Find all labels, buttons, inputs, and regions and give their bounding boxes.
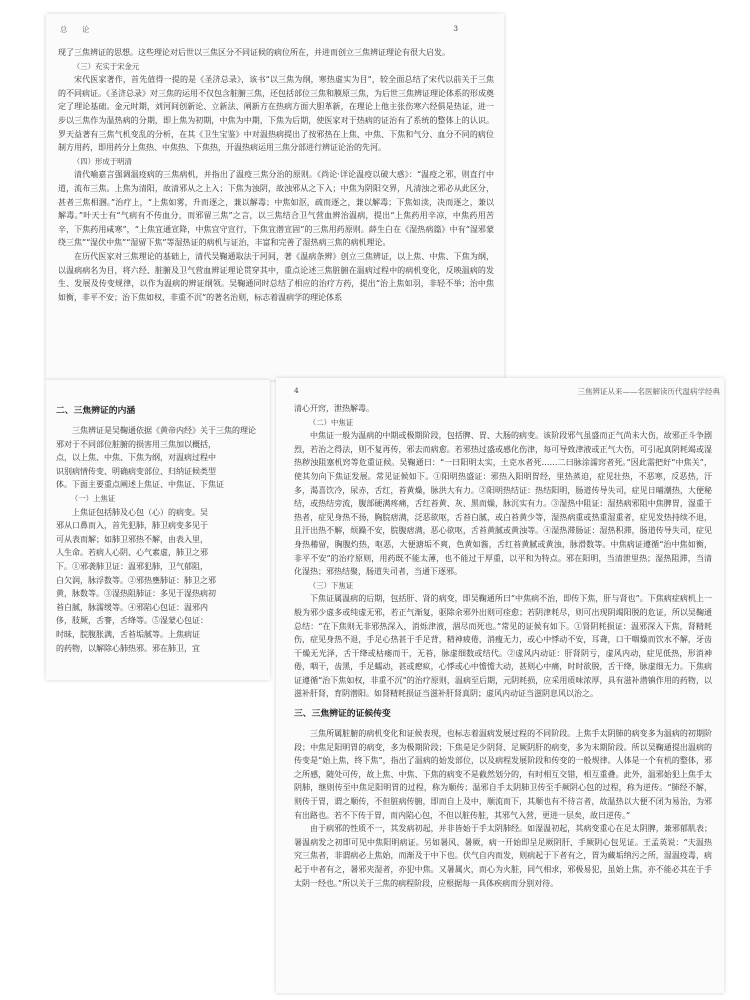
page-3: [46, 14, 504, 380]
page-4: [276, 378, 724, 993]
page-number: 3: [453, 24, 458, 33]
paragraph: 三焦所属脏腑的病机变化和证候表现，也标志着温病发展过程的不同阶段。上焦手太阴肺的病变多为温病的初期阶段；中焦足阳明胃的病变，多为极期阶段；下焦是足少阴肾、足厥阴肝的病变，多为末期阶段。所以吴鞠通提出温病的传变是“始上焦，终下焦”，指出了温病的始发部位，以及病程发展阶段和传变的一般规律。人体是一个有机的整体，邪之所感，随处可传，故上焦、中焦、下焦的病变不是截然划分的，有时相互交错，相互重叠。此外，温邪始犯上焦手太阴肺，继则传至中焦足阳明胃的过程，称为顺传；温邪自手太阴肺卫传至手厥阴心包的过程，称为逆传。“肺经不解，则传于胃，谓之顺传，不但脏病传腑，即而自上及中，顺流而下，其顺也有不待言者，故温热以大便不闭为易治，为邪有出路也。若不下传于胃，而内陷心包，不但以脏传脏，其邪气入营，更进一层矣，故曰逆传。”: [294, 729, 712, 820]
paragraph-line: 侈，肢厥，舌謇，舌绛等。⑤湿蒙心包证：: [56, 616, 208, 626]
section-title: 二、三焦辨证的内涵: [56, 406, 136, 416]
paragraph: 由于病邪的性质不一，其发病初起，并非皆始于手太阴肺经。如湿温初起，其病变重心在足太阴脾，兼邪郁肌表；暑温病发之初即可见中焦阳明病证。另如暑风、暑厥，病一开始即呈足厥阴肝、手厥阴心包见证。王孟英说：“夫温热究三焦者，非谓病必上焦始，而渐及于中下也。伏气自内而发，则病起于下者有之，胃为藏垢纳污之所，湿温疫毒，病起于中者有之，暑邪夹湿者，亦犯中焦。又暑属火，而心为火脏，同气相求，邪极易犯，虽始上焦，亦不能必其在于手太阴一经也。”所以关于三焦的病程阶段，应根据每一具体疾病而分别对待。: [294, 824, 712, 888]
sub-heading: （一）上焦证: [70, 493, 116, 503]
paragraph: 宋代医家著作，首先值得一提的是《圣济总录》，该书“以三焦为纲，寒热虚实为目”，较全面总结了宋代以前关于三焦的不同病证。《圣济总录》对三焦的运用不仅包含脏腑三焦，还包括部位三焦和膜原三焦，为后世三焦辨证理论体系的形成奠定了理论基础。金元时期，刘河间创新论、立新法、阐新方在热病方面大胆革新，在理论上他主张伤寒六经俱是热证，进一步以三焦作为温热病的分期，即上焦为初期，中焦为中期，下焦为后期，使医家对于热病的证治有了系统的整体上的认识。罗天益著有三焦气机变乱的分析，在其《卫生宝鉴》中对温热病提出了按邪热在上焦、中焦、下焦和气分、血分不同的病位制方用药，即用药分上焦热、中焦热、下焦热，开温热病运用三焦分部进行辨证论治的先河。: [58, 75, 494, 153]
paragraph: 现了三焦辨证的思想。这些理论对后世以三焦区分不同证候的病位所在，并进而创立三焦辨证理论有很大启发。: [58, 48, 450, 57]
sub-heading: （三）下焦证: [308, 580, 354, 590]
paragraph: 在历代医家对三焦理论的基础上，清代吴鞠通取法于河间，著《温病条辨》创立三焦辨证，以上焦、中焦、下焦为纲，以温病病名为目，将六经、脏腑及卫气营血辨证理论贯穿其中，重点论述三焦脏腑在温病过程中的病机变化，反映温病的发生、发展及传变规律，以作为温病的辨证纲领。吴鞠通同时总结了相应的治疗方药，提出“治上焦如羽，非轻不举；治中焦如衡，非平不安；治下焦如权，非重不沉”的著名治则，标志着温病学的理论体系: [58, 251, 494, 302]
page-3-continued: [46, 380, 270, 680]
paragraph-line: 上焦证包括肺及心包（心）的病变。吴: [72, 507, 208, 517]
paragraph-line: 可从表而解；如肺卫邪热不解，由表入里，: [56, 534, 208, 544]
paragraph-line: 识别病情传变、明确病变部位、归纳证候类型: [56, 466, 216, 476]
page-number: 4: [294, 386, 299, 395]
paragraph-line: 点，以上焦、中焦、下焦为纲，对温病过程中: [56, 453, 216, 463]
paragraph-line: 体。下面主要重点阐述上焦证、中焦证、下焦证: [56, 480, 224, 490]
sub-heading: （四）形成于明清: [72, 156, 132, 166]
paragraph-line: 苔白腻，脉濡缓等。④邪陷心包证：温邪内: [56, 602, 208, 612]
paragraph: 清代喻嘉言强调温疫病的三焦病机，并指出了温疫三焦分治的原则。《尚论·详论温疫以破大惑》：“温疫之邪，则直行中道，流布三焦。上焦为清阳，故清邪从之上入；下焦为浊阴，故浊邪从之下入；中焦为阴阳交界，凡清浊之邪必从此区分，甚者三焦相溷。”治疗上，“上焦如雾，升而逐之，兼以解毒；中焦如沤，疏而逐之，兼以解毒；下焦如渎，决而逐之，兼以解毒。”叶天士有“气病有不传血分，而邪留三焦”之言，以三焦结合卫气营血辨治温病，提出“上焦药用辛凉，中焦药用苦辛，下焦药用咸寒”，“上焦宜通宣降，中焦宜守宣行，下焦宜潜宣固”的三焦用药原则。薛生白在《湿热病篇》中有“湿邪蒙绕三焦”“湿伏中焦”“湿留下焦”等湿热证的病机与证治，丰富和完善了湿热病三焦的病机理论。: [58, 170, 494, 248]
paragraph-line: 邪从口鼻而入，首先犯肺，肺卫病变多见于: [56, 521, 208, 531]
page-3-body: [58, 46, 494, 304]
running-header: 总 论: [60, 25, 96, 34]
paragraph-line: 的药物，以解除心肺热邪。邪在肺卫，宜: [56, 643, 200, 653]
section-title: 三、三焦辨证的证候传变: [294, 709, 391, 720]
running-title: 三焦辨证从来——名医解读历代温病学经典: [577, 387, 720, 396]
sub-heading: （二）中焦证: [308, 417, 354, 427]
paragraph: 中焦证一般为温病的中期或极期阶段，包括脾、胃、大肠的病变。该阶段邪气虽盛而正气尚未大伤，故邪正斗争剧烈，若治之得法，则不复再传，邪去而病愈。若邪热过盛或感化伤津，每可导致津液或正气大伤，可引起真阴耗竭或湿热秽浊阻塞机窍等危重证候。吴鞠通曰：“一曰阳明太实，土克水者死……二曰脉涂濡窍者死。”因此需把好“中焦关”，使其勿向下焦证发展。常见证候如下。①阳明热盛证：邪热入阳明胃经，里热蒸迫，症见壮热，不恶寒，反恶热，汗多，渴喜饮冷，尿赤，舌红，苔黄燥，脉洪大有力。②阳明热结证：热结阳明，肠道传导失司，症见日晡潮热，大便秘结，或热结旁流，腹部硬满疼痛，舌红苔黄、灰、黑而燥，脉沉实有力。③湿热中阻证：湿热病邪阻中焦脾胃，湿重于热者，症见身热不扬，胸脘痞满，泛恶欲呕，舌苔白腻，或白苔黄少等，湿热病重或热重湿重者，症见发热持续不退，且汗出热不解，烦躁不安，脘腹痞满，恶心欲呕，舌苔黄腻或黄浊等。④湿热滞肠证：湿热积滞，肠道传导失司，症见身热稽留，胸腹灼热，呕恶，大便溏垢不爽，色黄如酱，舌红苔黄腻或黄浊，脉滑数等。中焦病证遵循“治中焦如衡，非平不安”的治疗原则，用药既不能太薄，也不能过于厚重，以平和为特点。邪在阳明，当清泄里热；湿热阻滞，当清化湿热；邪热结聚，肠道失司者，当通下逐邪。: [294, 431, 712, 577]
paragraph: 清心开窍，泄热解毒。: [294, 404, 374, 413]
paragraph-line: 时昧，脘腹胀满，舌苔垢腻等。上焦病证: [56, 629, 200, 639]
paragraph-line: 白欠润，脉浮数等。②邪热壅肺证：肺卫之邪: [56, 575, 216, 585]
paragraph-line: 人生命。若病人心阴、心气素虚，肺卫之邪: [56, 548, 208, 558]
sub-heading: （三）充实于宋金元: [72, 61, 140, 71]
paragraph-line: 三焦辨证是吴鞠通依据《黄帝内经》关于三焦的理论: [72, 426, 256, 435]
page-2-body: [56, 398, 270, 655]
paragraph-line: 邪对于不同部位脏腑的损害用三焦加以概括，: [56, 439, 216, 449]
paragraph-line: 下。①邪袭肺卫证：温邪犯肺，卫气郁阻，: [56, 561, 208, 571]
paragraph: 下焦证属温病的后期，包括肝、肾的病变，即吴鞠通所曰“中焦病不治，即传下焦，肝与肾也”。下焦病症病机上一般为邪少虚多或纯虚无邪，若正气渐复，驱除余邪外出则可痊愈；若阴津耗尽，则可出现阴竭阳脱的危证，所以吴鞠通总结：“在下焦则无非邪热深入，消烁津液，涸尽而死也。”常见的证候有如下。①肾阴耗损证：温邪深入下焦，肾精耗伤，症见身热不退，手足心热甚于手足背，精神疲倦，消瘦无力，或心中悸动不安，耳聋，口干咽燥而饮水不解，牙齿干燥无光泽，舌干绛或枯痿而干，无苔，脉虚细数或结代。②虚风内动证：肝肾阴亏，虚风内动，症见低热，形消神倦，咽干，齿黑，手足蠕动，甚或瘛疭，心悸或心中憺憺大动，甚则心中痛，时时欲脱，舌干绛，脉虚细无力。下焦病证遵循“治下焦如权，非重不沉”的治疗原则，温病至后期，元阴耗损，应采用质味浓厚，具有滋补潜镇作用的药物，以滋补肝肾，育阴潜阳。如肾精耗损证当滋补肝肾真阴；虚风内动证当滋阴息风以治之。: [294, 594, 712, 699]
page-4-body: [294, 402, 712, 890]
paragraph-line: 黄，脉数等。③湿热阻肺证：多见于湿热病初: [56, 589, 216, 599]
